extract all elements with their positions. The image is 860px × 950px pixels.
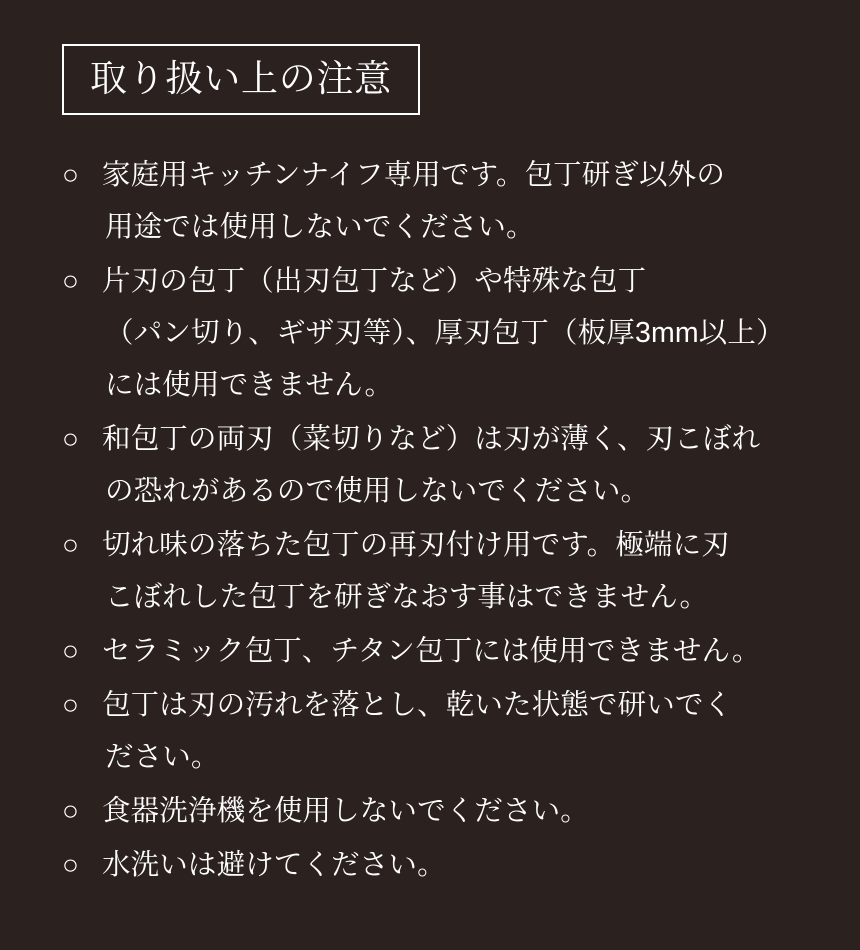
note-line: こぼれした包丁を研ぎなおす事はできません。 [105, 581, 709, 613]
note-line: 切れ味の落ちた包丁の再刃付け用です。極端に刃 [102, 529, 730, 561]
circle-bullet-icon: ○ [62, 635, 79, 666]
list-item-body [102, 519, 820, 623]
circle-bullet-icon: ○ [62, 423, 79, 454]
list-item [62, 413, 820, 517]
circle-bullet-icon: ○ [62, 849, 79, 880]
note-line: ださい。 [105, 741, 220, 773]
circle-bullet-icon: ○ [62, 529, 79, 560]
list-item-body [102, 625, 820, 677]
note-line: の恐れがあるので使用しないでください。 [105, 475, 650, 507]
circle-bullet-icon: ○ [62, 689, 79, 720]
list-item-body [102, 785, 820, 837]
circle-bullet-icon: ○ [62, 795, 79, 826]
list-item-body [102, 679, 820, 783]
list-item [62, 679, 820, 783]
note-line: には使用できません。 [105, 369, 394, 401]
page-title: 取り扱い上の注意 [90, 58, 392, 99]
list-item [62, 839, 820, 891]
note-line: 食器洗浄機を使用しないでください。 [102, 795, 589, 827]
note-line: 和包丁の両刃（菜切りなど）は刃が薄く、刃こぼれ [102, 423, 761, 455]
page-title-box [62, 44, 420, 115]
note-line: 片刃の包丁（出刃包丁など）や特殊な包丁 [102, 265, 647, 297]
note-line: 包丁は刃の汚れを落とし、乾いた状態で研いでく [102, 689, 733, 721]
list-item-body [102, 149, 820, 253]
list-item [62, 625, 820, 677]
notes-list [58, 149, 820, 891]
note-line: 水洗いは避けてください。 [102, 849, 446, 881]
list-item-body [102, 255, 820, 411]
list-item [62, 519, 820, 623]
note-line: （パン切り、ギザ刃等）、厚刃包丁（板厚3mm以上） [105, 317, 785, 349]
list-item [62, 785, 820, 837]
note-line: 家庭用キッチンナイフ専用です。包丁研ぎ以外の [102, 159, 726, 191]
list-item [62, 149, 820, 253]
circle-bullet-icon: ○ [62, 265, 79, 296]
circle-bullet-icon: ○ [62, 159, 79, 190]
list-item-body [102, 413, 820, 517]
list-item [62, 255, 820, 411]
note-line: セラミック包丁、チタン包丁には使用できません。 [102, 635, 761, 667]
note-line: 用途では使用しないでください。 [105, 211, 535, 243]
list-item-body [102, 839, 820, 891]
